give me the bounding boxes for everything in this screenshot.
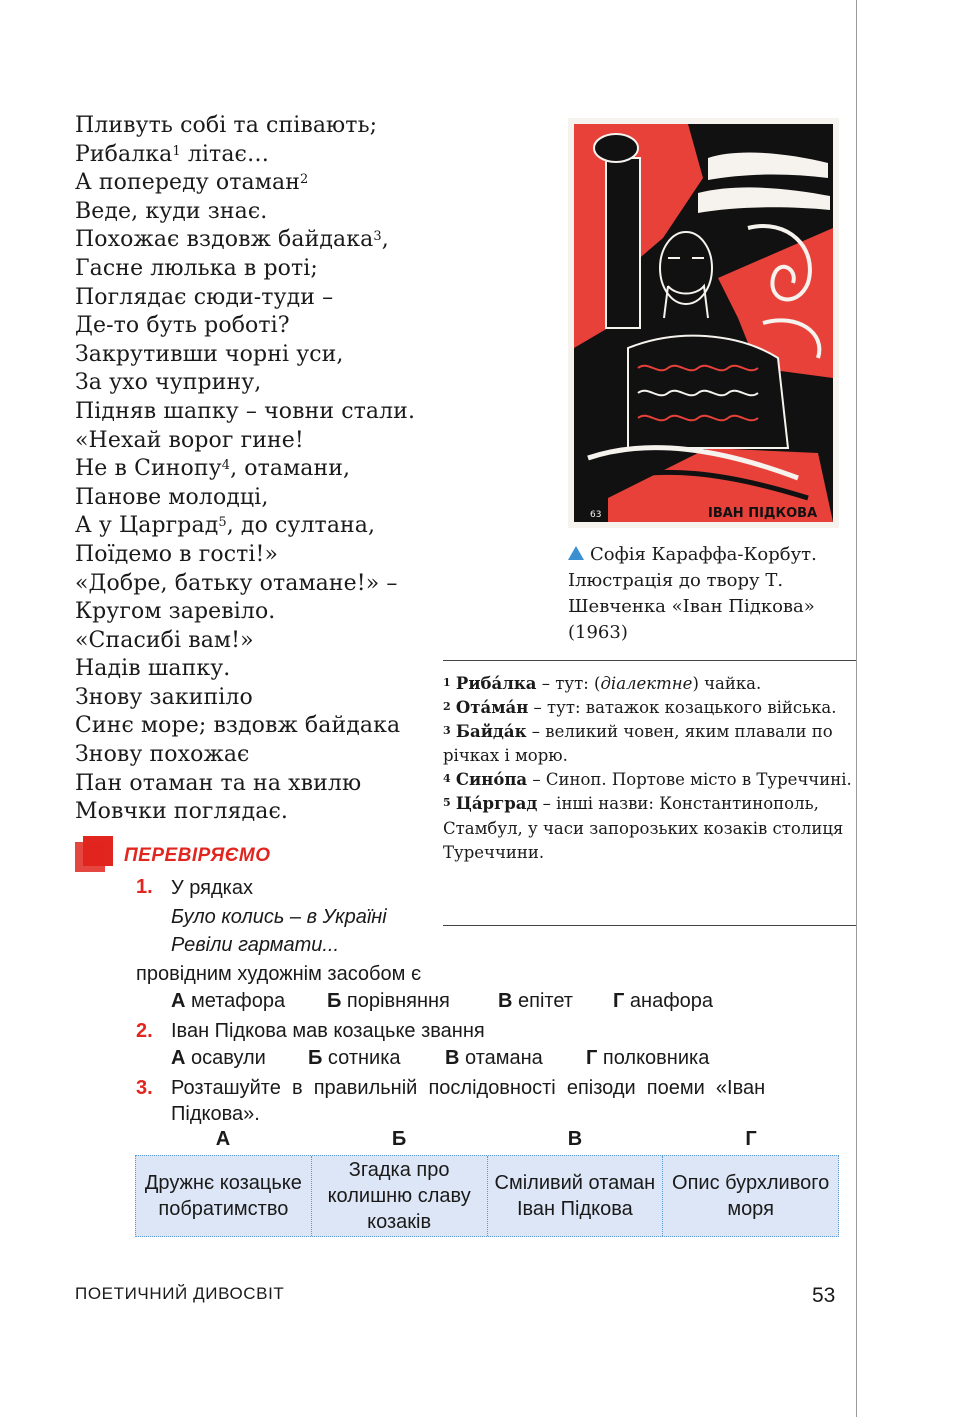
footnote-item: $^3$ Байда́к – великий човен, яким плавали по річках і морю.	[443, 722, 833, 766]
poem-line: Де-то буть роботі?	[75, 313, 290, 339]
footnote-marker[interactable]: 2	[299, 172, 309, 188]
poem-line: За ухо чуприну,	[75, 370, 262, 396]
footnote-item: $^5$ Ца́рград – інші назви: Константинополь, Стамбул, у часи запорозьких козаків столиця Туреччини.	[443, 794, 844, 862]
question-2-number: 2.	[136, 1020, 153, 1042]
column-letter-g: Г	[745, 1128, 757, 1150]
poem-line: Поїдемо в гості!»	[75, 541, 279, 567]
poem-excerpt	[75, 112, 465, 827]
poem-line: Не в Синопу$^4$, отамани,	[75, 456, 351, 482]
option-g[interactable]: Г полковника	[586, 1047, 710, 1069]
question-3-text-line-1: Розташуйте в правильній послідовності епізоди поеми «Іван	[171, 1077, 766, 1099]
poem-line: Гасне люлька в роті;	[75, 255, 318, 281]
option-v[interactable]: В епітет	[498, 990, 573, 1012]
poem-line: Похожає вздовж байдака$^3$,	[75, 227, 389, 253]
option-a[interactable]: А осавули	[171, 1047, 266, 1069]
poem-line: «Спасибі вам!»	[75, 627, 254, 653]
option-b[interactable]: Б порівняння	[327, 990, 450, 1012]
footnote-item: $^1$ Риба́лка – тут: (діалектне) чайка.	[443, 674, 762, 693]
poem-line: Пан отаман та на хвилю	[75, 770, 362, 796]
question-1-quote-line-1: Було колись – в Україні	[171, 906, 387, 928]
poem-line: Знову похожає	[75, 742, 250, 768]
poem-line: Мовчки поглядає.	[75, 799, 288, 825]
poem-line: А у Царград$^5$, до султана,	[75, 513, 376, 539]
poem-line: «Нехай ворог гине!	[75, 427, 304, 453]
poem-line: Синє море; вздовж байдака	[75, 713, 401, 739]
poem-line: Надів шапку.	[75, 656, 231, 682]
poem-line: Рибалка$^1$ літає…	[75, 141, 270, 167]
illustration-caption	[568, 542, 853, 646]
poem-line: Веде, куди знає.	[75, 198, 268, 224]
poem-line: Знову закипіло	[75, 684, 253, 710]
option-v[interactable]: В отамана	[445, 1047, 543, 1069]
footnote-marker[interactable]: 1	[172, 143, 181, 159]
poem-line: Панове молодці,	[75, 484, 269, 510]
poem-line: Кругом заревіло.	[75, 599, 276, 625]
episode-cell[interactable]: Дружнє козацьке побратимство	[136, 1156, 312, 1236]
section-marker-icon	[75, 836, 115, 872]
illustration-signature: ІВАН ПІДКОВА	[708, 506, 818, 521]
poem-line: Пливуть собі та співають;	[75, 113, 378, 138]
footnote-item: $^4$ Сино́па – Синоп. Портове місто в Туреччині.	[443, 770, 852, 790]
episode-cell[interactable]: Сміливий отаман Іван Підкова	[488, 1156, 664, 1236]
column-letter-a: А	[215, 1128, 231, 1150]
question-1-number: 1.	[136, 876, 153, 898]
illustration-ivan-pidkova	[568, 118, 839, 528]
episodes-table	[135, 1155, 839, 1237]
poem-line: Підняв шапку – човни стали.	[75, 398, 416, 424]
question-3-number: 3.	[136, 1077, 153, 1099]
illustration-number: 63	[590, 510, 602, 520]
option-g[interactable]: Г анафора	[613, 990, 714, 1012]
column-letter-b: Б	[391, 1128, 407, 1150]
margin-rule	[856, 0, 857, 1417]
caption-text: Софія Караффа-Корбут. Ілюстрація до твору Т. Шевченка «Іван Підкова» (1963)	[568, 544, 817, 643]
option-a[interactable]: А метафора	[171, 990, 286, 1012]
question-1-quote-line-2: Ревіли гармати...	[171, 934, 340, 956]
question-1-intro: У рядках	[171, 877, 253, 899]
footnote-item: $^2$ Ота́ма́н – тут: ватажок козацького війська.	[443, 698, 837, 718]
triangle-icon	[568, 546, 584, 560]
footnote-marker[interactable]: 4	[221, 458, 231, 474]
question-2-text: Іван Підкова мав козацьке звання	[171, 1020, 485, 1042]
footnote-marker[interactable]: 3	[373, 229, 382, 245]
page-number: 53	[812, 1284, 836, 1307]
section-title: ПЕРЕВІРЯЄМО	[124, 845, 271, 866]
question-1-tail: провідним художнім засобом є	[136, 963, 422, 985]
episode-cell[interactable]: Згадка про колишню славу козаків	[312, 1156, 488, 1236]
poem-line: А попереду отаман$^2$	[75, 170, 309, 196]
option-b[interactable]: Б сотника	[308, 1047, 401, 1069]
poem-line: Закрутивши чорні уси,	[75, 341, 344, 367]
episode-cell[interactable]: Опис бурхливого моря	[672, 1172, 830, 1220]
poem-line: «Добре, батьку отамане!» –	[75, 570, 398, 596]
question-3-text-line-2: Підкова».	[171, 1103, 260, 1125]
column-letter-v: В	[567, 1128, 583, 1150]
section-footer: ПОЕТИЧНИЙ ДИВОСВІТ	[75, 1284, 285, 1303]
footnote-marker[interactable]: 5	[218, 515, 227, 531]
poem-line: Поглядає сюди-туди –	[75, 284, 334, 310]
footnotes	[443, 672, 856, 865]
